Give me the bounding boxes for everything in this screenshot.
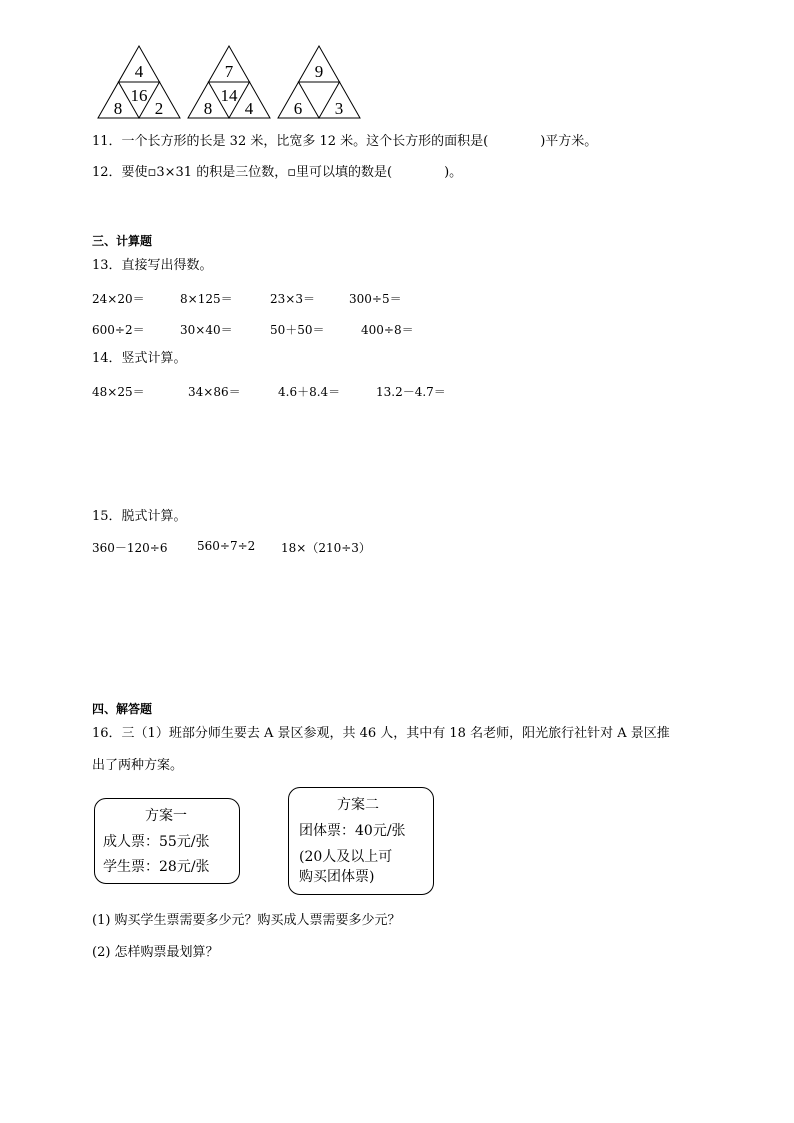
triangle-right-number: 3 xyxy=(334,99,344,118)
expression: 600÷2＝ xyxy=(92,323,145,337)
plan-2-title: 方案二 xyxy=(337,797,379,813)
number-triangle-1 xyxy=(96,44,182,124)
plan-2-note-line-2: 购买团体票) xyxy=(299,869,375,885)
expression: 4.6＋8.4＝ xyxy=(278,385,341,399)
triangle-top-number: 4 xyxy=(134,62,144,81)
expression: 18×（210÷3） xyxy=(281,541,371,555)
expression: 24×20＝ xyxy=(92,292,145,306)
triangle-right-number: 2 xyxy=(154,99,164,118)
plan-2-note-line-1: (20人及以上可 xyxy=(299,849,393,865)
expression: 30×40＝ xyxy=(180,323,233,337)
plan-1-box xyxy=(94,798,240,884)
expression: 34×86＝ xyxy=(188,385,241,399)
triangle-middle-number: 16 xyxy=(130,86,148,105)
question-16-line-2: 出了两种方案。 xyxy=(92,758,184,773)
question-13: 13．直接写出得数。 xyxy=(92,258,213,273)
expression: 300÷5＝ xyxy=(349,292,402,306)
question-14: 14．竖式计算。 xyxy=(92,351,187,366)
section-4-heading: 四、解答题 xyxy=(92,702,153,716)
number-triangle-3 xyxy=(276,44,362,124)
plan-1-adult-ticket: 成人票：55元/张 xyxy=(103,834,210,850)
plan-2-group-ticket: 团体票：40元/张 xyxy=(299,823,406,839)
expression: 360－120÷6 xyxy=(92,541,168,555)
question-16-line-1: 16．三（1）班部分师生要去 A 景区参观，共 46 人，其中有 18 名老师，阳光旅行社针对 A 景区推 xyxy=(92,726,670,741)
plan-1-title: 方案一 xyxy=(145,808,187,824)
question-12: 12．要使▫3×31 的积是三位数，▫里可以填的数是( )。 xyxy=(92,165,463,180)
section-3-heading: 三、计算题 xyxy=(92,234,153,248)
triangle-top-number: 9 xyxy=(314,62,324,81)
expression: 560÷7÷2 xyxy=(197,539,256,553)
plan-1-student-ticket: 学生票：28元/张 xyxy=(103,859,210,875)
question-15: 15．脱式计算。 xyxy=(92,509,187,524)
triangle-left-number: 6 xyxy=(293,99,303,118)
question-11: 11．一个长方形的长是 32 米，比宽多 12 米。这个长方形的面积是( )平方米。 xyxy=(92,134,598,149)
triangle-right-number: 4 xyxy=(244,99,254,118)
expression: 23×3＝ xyxy=(270,292,315,306)
sub-question-2: (2) 怎样购票最划算？ xyxy=(92,945,219,960)
triangle-left-number: 8 xyxy=(113,99,123,118)
triangle-top-number: 7 xyxy=(224,62,234,81)
expression: 8×125＝ xyxy=(180,292,233,306)
expression: 50＋50＝ xyxy=(270,323,325,337)
triangle-middle-number: 14 xyxy=(220,86,238,105)
expression: 48×25＝ xyxy=(92,385,145,399)
triangle-left-number: 8 xyxy=(203,99,213,118)
sub-question-1: (1) 购买学生票需要多少元？购买成人票需要多少元？ xyxy=(92,913,401,928)
number-triangle-2 xyxy=(186,44,272,124)
plan-2-box xyxy=(288,787,434,895)
expression: 400÷8＝ xyxy=(361,323,414,337)
expression: 13.2－4.7＝ xyxy=(376,385,446,399)
